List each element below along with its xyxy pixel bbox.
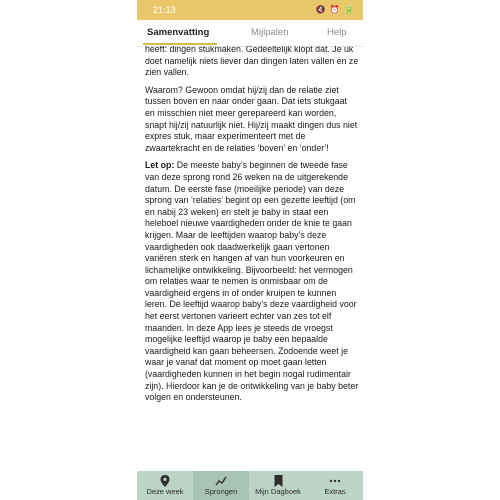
summary-content[interactable] <box>145 46 359 470</box>
trend-chart-icon <box>193 474 249 486</box>
location-pin-icon <box>137 474 193 486</box>
nav-label: Deze week <box>146 487 184 496</box>
tab-samenvatting[interactable]: Samenvatting <box>147 27 210 38</box>
bookmark-icon <box>250 474 306 486</box>
note-text: De meeste baby’s beginnen de tweede fase van deze sprong rond 26 weken na de uitgerekende datum. De eerste fase (moeilijke periode) van deze sprong van ‘relaties’ begint op een gezette leeftijd (om en nabij 23 weken) en stelt je baby in staat een heleboel nieuwe vaardigheden onder de knie te gaan krijgen. Maar de leeftijden waarop baby’s deze vaardigheden ook daadwerkelijk gaan vertonen variëren sterk en hangen af van hun voorkeuren en lichamelijke ontwikkeling. Bijvoorbeeld: het vermogen om relaties waar te nemen is onmisbaar om de vaardigheid ergens in of onder kruipen te kunnen leren. De leeftijd waarop baby’s deze vaardigheid voor het eerst vertonen varieert echter van zes tot elf maanden. In deze App lees je steeds de vroegst mogelijke leeftijd waarop je baby een bepaalde vaardigheid kan gaan beheersen. Zodoende weet je waar je vanaf dat moment op moet gaan letten (vaardigheden kunnen in het begin nogal rudimentair zijn). Hierdoor kan je de ontwikkeling van je baby beter volgen en ondersteunen. <box>145 160 359 403</box>
note-label: Let op: <box>145 160 175 171</box>
active-tab-indicator <box>143 43 217 45</box>
nav-mijn-dagboek[interactable] <box>250 471 306 500</box>
tab-bar <box>137 20 363 47</box>
nav-deze-week[interactable] <box>137 471 193 500</box>
more-dots-icon <box>307 474 363 486</box>
paragraph-1: heeft: dingen stukmaken. Gedeeltelijk klopt dat. Je uk doet namelijk niets liever dan dingen laten vallen en ze zien vallen. <box>145 46 359 78</box>
status-icons: 🔇 ⏰ 🔋 <box>315 5 355 14</box>
tab-help[interactable]: Help <box>327 27 347 38</box>
bottom-navigation <box>137 471 363 500</box>
nav-label: Extras <box>324 487 346 496</box>
paragraph-2: Waarom? Gewoon omdat hij/zij dan de relatie ziet tussen boven en naar onder gaan. Dat iets stukgaat en misschien niet meer gerepareerd kan worden, snapt hij/zij natuurlijk niet. Hij/zij maakt dingen dus niet expres stuk, maar experimenteert met de zwaartekracht en de relaties ‘boven’ en ‘onder’! <box>145 84 358 153</box>
paragraph-3 <box>145 160 359 403</box>
nav-label: Sprongen <box>204 487 238 496</box>
phone-screen <box>137 0 363 500</box>
nav-extras[interactable] <box>307 471 363 500</box>
nav-label: Mijn Dagboek <box>255 487 301 496</box>
tab-mijlpalen[interactable]: Mijlpalen <box>251 27 289 38</box>
status-bar <box>137 0 363 20</box>
nav-sprongen[interactable] <box>193 471 249 500</box>
status-time: 21:13 <box>153 5 176 15</box>
